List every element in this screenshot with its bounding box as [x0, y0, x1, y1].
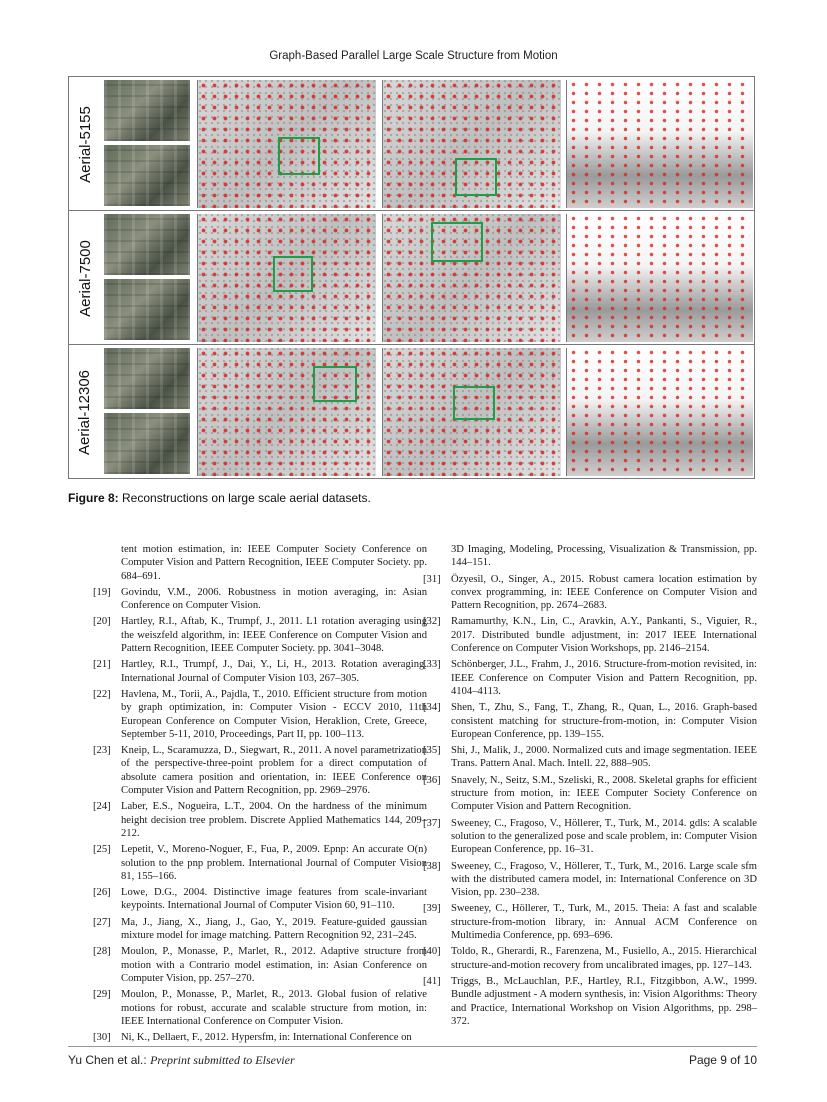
reference-entry: [20] Hartley, R.I., Aftab, K., Trumpf, J., 2011. L1 rotation averaging using the weiszfeld algorithm, in: IEEE Conference on Computer Vision and Pattern Recognition, IEEE Computer Society. pp. 3041–3048. [93, 616, 427, 655]
zoom-box [431, 222, 483, 262]
caption-text: Reconstructions on large scale aerial datasets. [122, 491, 371, 505]
zoom-box [278, 137, 320, 175]
footer-authors [68, 1053, 295, 1068]
aerial-thumbnail [104, 348, 190, 409]
reference-entry: [34] Shen, T., Zhu, S., Fang, T., Zhang, R., Quan, L., 2016. Graph-based consistent matching for structure-from-motion, in: Computer Vision European Conference, pp. 139–155. [423, 702, 757, 740]
reference-entry: [36] Snavely, N., Seitz, S.M., Szeliski, R., 2008. Skeletal graphs for efficient structure from motion, in: IEEE Computer Society Conference on Computer Vision and Pattern Recognition. [423, 774, 757, 813]
zoom-box [455, 158, 497, 196]
aerial-thumbnail [104, 80, 190, 141]
figure-row [69, 77, 754, 211]
reference-entry: [41] Triggs, B., McLauchlan, P.F., Hartley, R.I., Fitzgibbon, A.W., 1999. Bundle adjustment - A modern synthesis, in: Vision Algorithms: Theory and Practice, International Workshop on Vision Algorithms, pp. 298–372. [423, 975, 757, 1027]
reference-entry: [31] Özyesil, O., Singer, A., 2015. Robust camera location estimation by convex programming, in: IEEE Conference on Computer Vision and Pattern Recognition, pp. 2674–2683. [423, 573, 757, 612]
reference-entry: [22] Havlena, M., Torii, A., Pajdla, T., 2010. Efficient structure from motion by graph optimization, in: Computer Vision - ECCV 2010, 11th European Conference on Computer Vision, Heraklion, Crete, Greece, September 5-11, 2010, Proceedings, Part II, pp. 100–113. [93, 688, 427, 740]
reconstruction-detail [566, 80, 753, 208]
zoom-box [273, 256, 313, 292]
reference-entry: [26] Lowe, D.G., 2004. Distinctive image features from scale-invariant keypoints. International Journal of Computer Vision 60, 91–110. [93, 887, 427, 912]
reconstruction-overview [197, 214, 376, 342]
running-head: Graph-Based Parallel Large Scale Structure from Motion [269, 50, 558, 62]
figure-8 [68, 76, 755, 479]
reference-entry: [35] Shi, J., Malik, J., 2000. Normalized cuts and image segmentation. IEEE Trans. Pattern Anal. Mach. Intell. 22, 888–905. [423, 745, 757, 770]
reference-entry: [21] Hartley, R.I., Trumpf, J., Dai, Y., Li, H., 2013. Rotation averaging. International Journal of Computer Vision 103, 267–305. [93, 659, 427, 684]
reference-entry: [37] Sweeney, C., Fragoso, V., Höllerer, T., Turk, M., 2014. gdls: A scalable solution to the generalized pose and scale problem, in: Computer Vision European Conference, pp. 16–31. [423, 817, 757, 856]
reference-entry: [33] Schönberger, J.L., Frahm, J., 2016. Structure-from-motion revisited, in: IEEE Conference on Computer Vision and Pattern Recognition, pp. 4104–4113. [423, 659, 757, 697]
row-label: Aerial-7500 [76, 239, 94, 317]
aerial-thumbnail [104, 145, 190, 206]
figure-caption [68, 491, 758, 505]
reference-entry: [40] Toldo, R., Gherardi, R., Farenzena, M., Fusiello, A., 2015. Hierarchical structure-and-motion recovery from uncalibrated images, pp. 127–143. [423, 946, 757, 971]
reference-entry: [24] Laber, E.S., Nogueira, L.T., 2004. On the hardness of the minimum height decision tree problem. Discrete Applied Mathematics 144, 209–212. [93, 801, 427, 839]
reference-entry: [25] Lepetit, V., Moreno-Noguer, F., Fua, P., 2009. Epnp: An accurate O(n) solution to the pnp problem. International Journal of Computer Vision 81, 155–166. [93, 844, 427, 882]
caption-label: Figure 8: [68, 491, 119, 505]
reconstruction-overview [197, 348, 376, 476]
reconstruction-detail [566, 214, 753, 342]
footer-venue: Preprint submitted to Elsevier [150, 1053, 295, 1067]
reconstruction-zoom [382, 214, 561, 342]
references-right-column [423, 543, 757, 1031]
reference-entry: [38] Sweeney, C., Fragoso, V., Höllerer, T., Turk, M., 2016. Large scale sfm with the distributed camera model, in: International Conference on 3D Vision, pp. 230–238. [423, 860, 757, 899]
figure-row [69, 345, 754, 479]
reference-entry: [19] Govindu, V.M., 2006. Robustness in motion averaging, in: Asian Conference on Computer Vision. [93, 586, 427, 612]
reference-entry: [27] Ma, J., Jiang, X., Jiang, J., Gao, Y., 2019. Feature-guided gaussian mixture model for image matching. Pattern Recognition 92, 231–245. [93, 916, 427, 942]
row-label: Aerial-5155 [76, 105, 94, 183]
aerial-thumbnail [104, 413, 190, 474]
reference-entry: 3D Imaging, Modeling, Processing, Visualization & Transmission, pp. 144–151. [451, 544, 757, 569]
figure-row [69, 211, 754, 345]
footer-author-names: Yu Chen et al.: [68, 1053, 147, 1067]
reconstruction-detail [566, 348, 753, 476]
reconstruction-overview [197, 80, 376, 208]
footer-rule [68, 1046, 757, 1047]
reference-entry: tent motion estimation, in: IEEE Computer Society Conference on Computer Vision and Pattern Recognition, IEEE Computer Society. pp. 684–691. [121, 544, 427, 582]
page-number: Page 9 of 10 [688, 1053, 757, 1067]
reference-entry: [39] Sweeney, C., Höllerer, T., Turk, M., 2015. Theia: A fast and scalable structure-from-motion library, in: Annual ACM Conference on Multimedia Conference, pp. 693–696. [423, 903, 757, 942]
row-label: Aerial-12306 [76, 369, 94, 455]
reconstruction-zoom [382, 80, 561, 208]
reference-entry: [23] Kneip, L., Scaramuzza, D., Siegwart, R., 2011. A novel parametrization of the perspective-three-point problem for a direct computation of absolute camera position and orientation, in: IEEE Conference on Computer Vision and Pattern Recognition, pp. 2969–2976. [93, 745, 427, 797]
references-left-column [93, 543, 427, 1047]
reference-entry: [28] Moulon, P., Monasse, P., Marlet, R., 2012. Adaptive structure from motion with a Contrario model estimation, in: Asian Conference on Computer Vision, pp. 257–270. [93, 946, 427, 984]
aerial-thumbnail [104, 279, 190, 340]
reference-entry: [30] Ni, K., Dellaert, F., 2012. Hypersfm, in: International Conference on [93, 1032, 412, 1044]
reference-entry: [32] Ramamurthy, K.N., Lin, C., Aravkin, A.Y., Pankanti, S., Viguier, R., 2017. Distributed bundle adjustment, in: 2017 IEEE International Conference on Computer Vision Workshops, pp. 2146–2154. [423, 616, 757, 655]
aerial-thumbnail [104, 214, 190, 275]
reference-entry: [29] Moulon, P., Monasse, P., Marlet, R., 2013. Global fusion of relative motions for robust, accurate and scalable structure from motion, in: IEEE International Conference on Computer Vision. [93, 989, 427, 1027]
zoom-box [453, 386, 495, 420]
reconstruction-zoom [382, 348, 561, 476]
zoom-box [313, 366, 357, 402]
